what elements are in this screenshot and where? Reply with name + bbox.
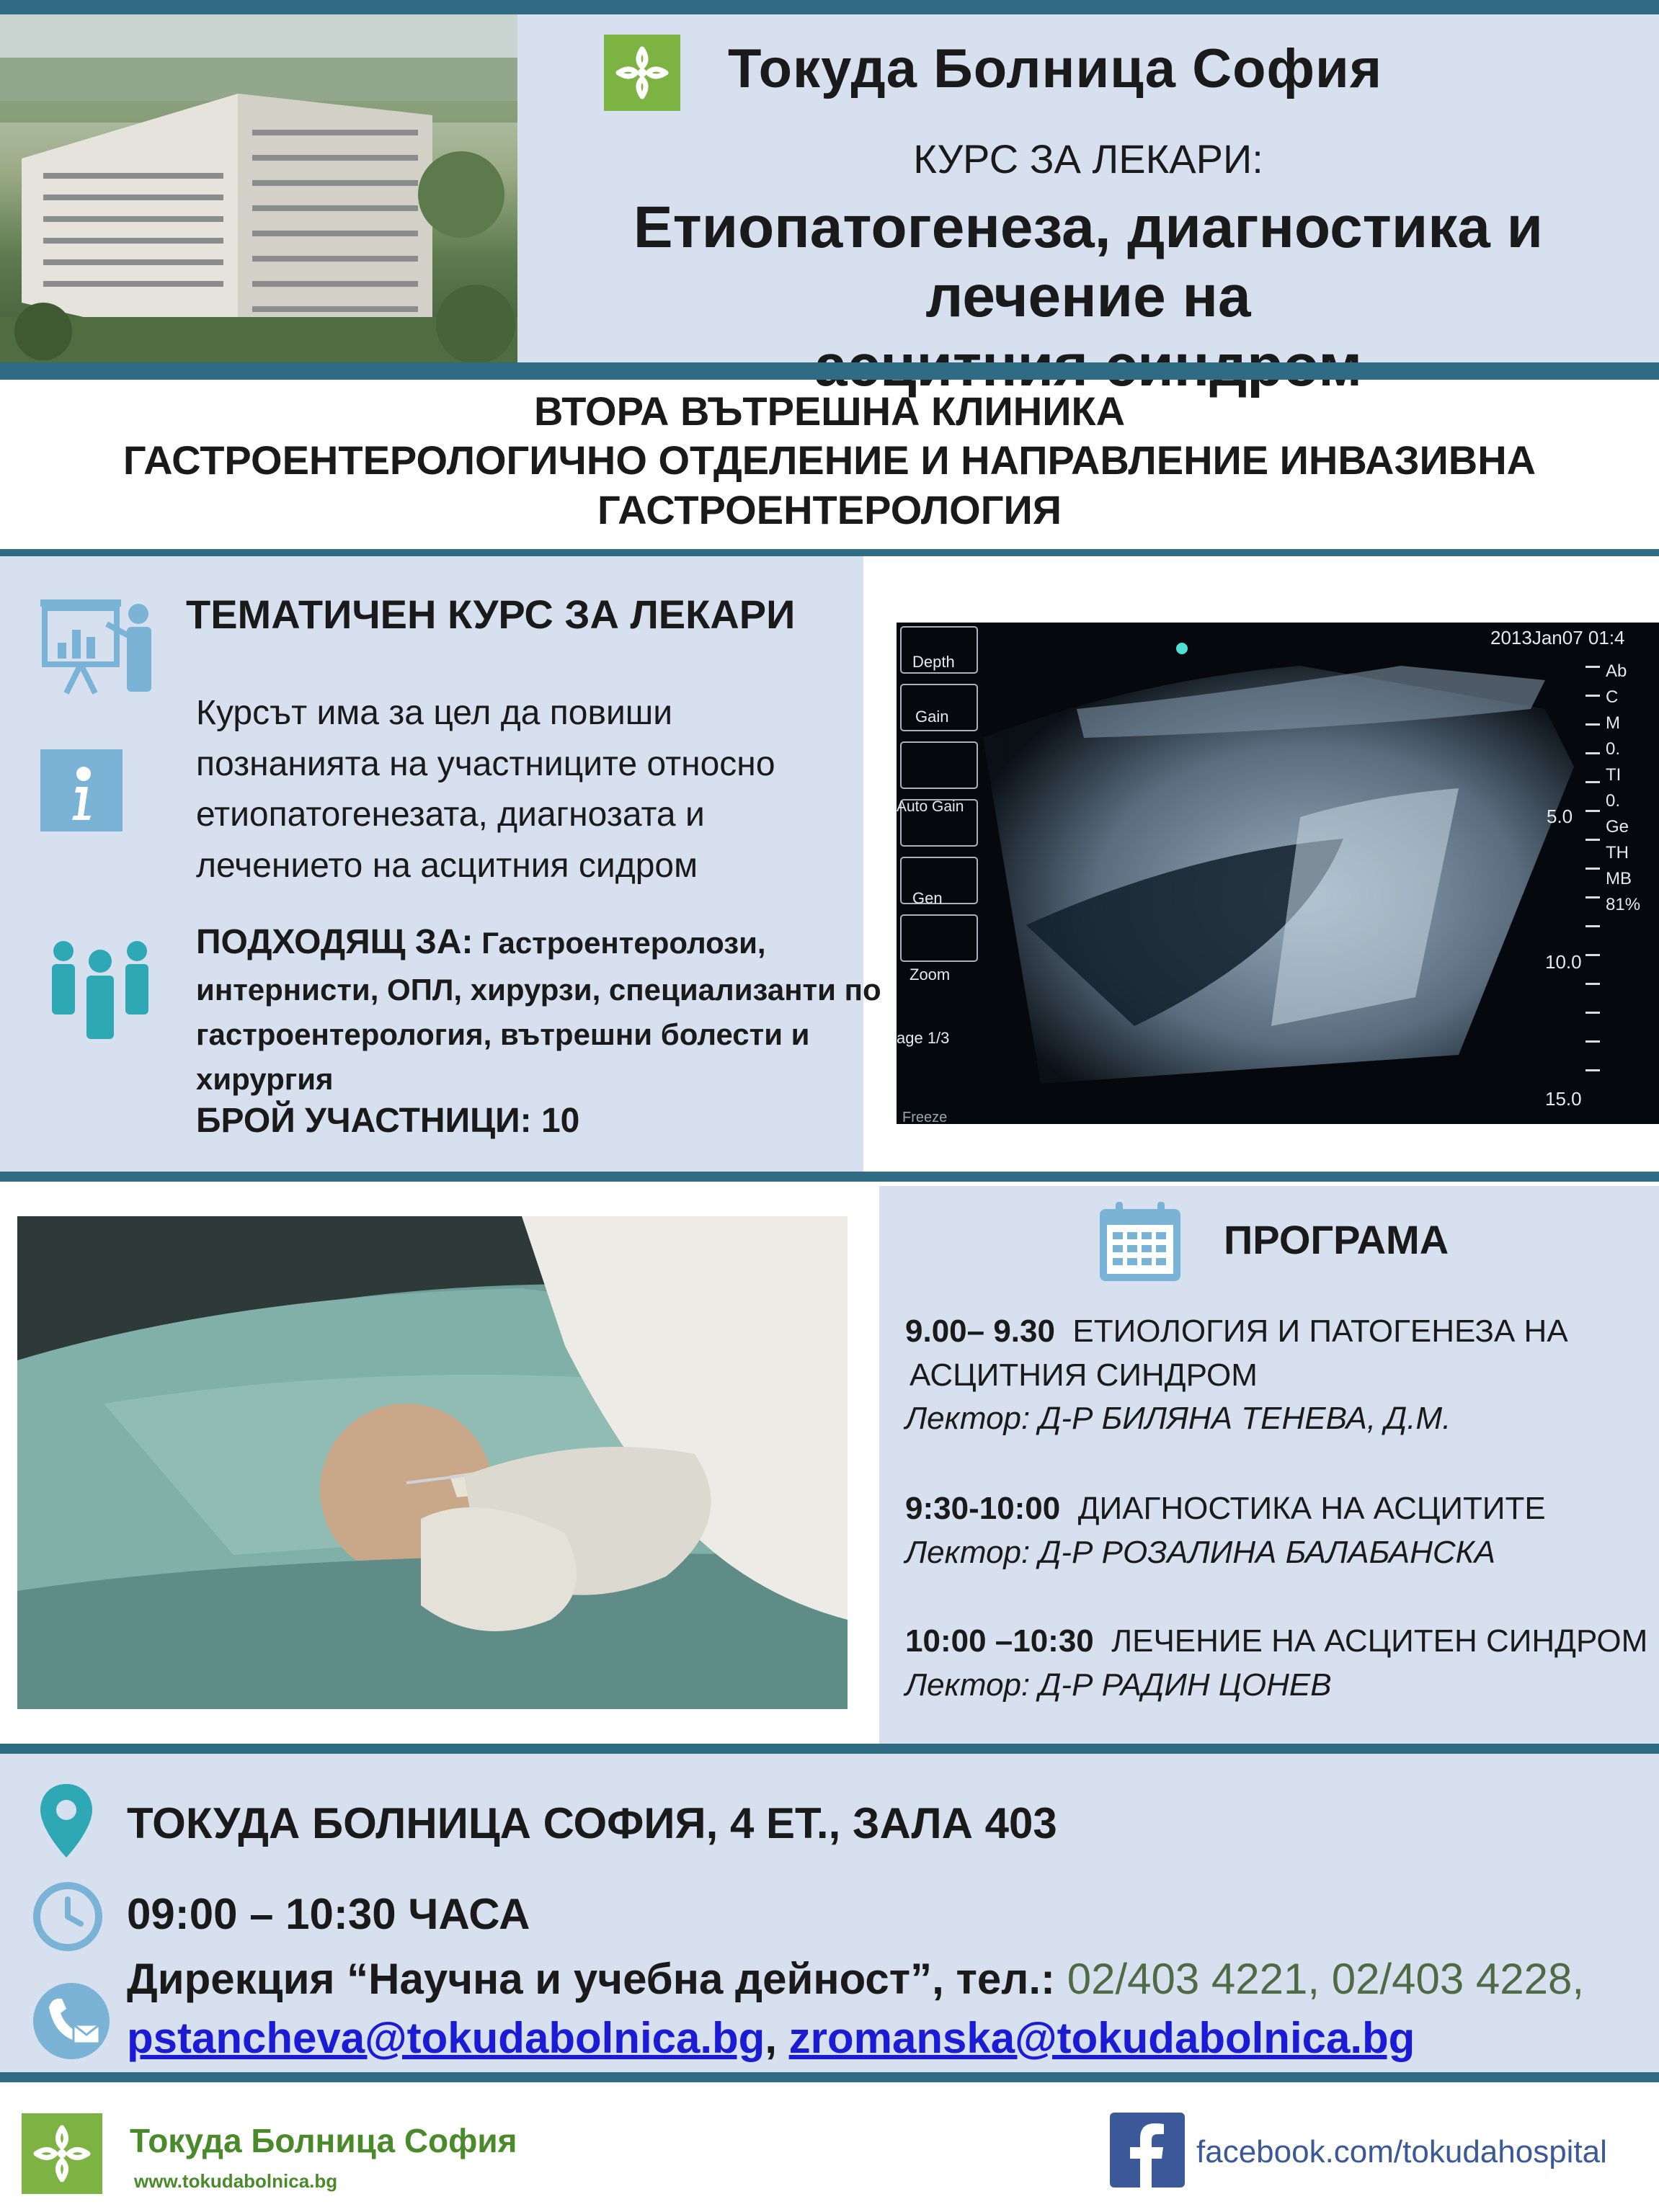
us-scale-5: 5.0 xyxy=(1547,806,1573,827)
program-time: 9:30-10:00 xyxy=(905,1491,1061,1526)
email-separator: , xyxy=(765,2014,777,2062)
program-topic-cont: АСЦИТНИЯ СИНДРОМ xyxy=(909,1357,1258,1393)
paracentesis-procedure-photo xyxy=(17,1216,848,1709)
us-readout xyxy=(1606,659,1640,918)
contact-line xyxy=(127,1954,1584,2004)
location-pin-icon xyxy=(37,1781,95,1860)
audience-line: хирургия xyxy=(196,1062,334,1097)
course-kind-label: КУРС ЗА ЛЕКАРИ: xyxy=(913,136,1263,182)
us-readout-item: C xyxy=(1606,687,1619,707)
footer-divider xyxy=(0,2072,1659,2082)
us-menu-gain: Gain xyxy=(915,708,949,726)
footer-url-link[interactable]: www.tokudabolnica.bg xyxy=(134,2170,338,2192)
clinic-line-1: ВТОРА ВЪТРЕШНА КЛИНИКА xyxy=(533,388,1126,434)
us-timestamp: 2013Jan07 01:4 xyxy=(1490,627,1625,648)
program-divider xyxy=(0,1744,1659,1754)
us-readout-item: TH xyxy=(1606,843,1629,862)
audience-block xyxy=(196,917,881,1102)
program-lecturer: Лектор: Д-Р БИЛЯНА ТЕНЕВА, Д.М. xyxy=(905,1401,1451,1437)
us-scale-15: 15.0 xyxy=(1545,1088,1582,1110)
brand-name: Токуда Болница София xyxy=(728,38,1383,99)
course-description xyxy=(196,688,775,891)
us-menu-auto-gain: Auto Gain xyxy=(897,798,964,815)
program-heading: ПРОГРАМА xyxy=(1224,1217,1449,1262)
clock-icon xyxy=(33,1882,102,1951)
middle-divider xyxy=(0,1172,1659,1182)
footer-logo-icon xyxy=(22,2113,102,2194)
description-line: познанията на участниците относно xyxy=(196,744,775,783)
audience-line-1 xyxy=(196,917,881,968)
us-readout-item: TI xyxy=(1606,765,1622,785)
us-readout-item: MB xyxy=(1606,869,1632,888)
hospital-building-photo xyxy=(0,14,517,362)
us-scale-10: 10.0 xyxy=(1545,951,1582,973)
course-heading: ТЕМАТИЧЕН КУРС ЗА ЛЕКАРИ xyxy=(186,592,796,637)
us-menu-page: age 1/3 xyxy=(897,1029,950,1047)
footer-brand-name: Токуда Болница София xyxy=(130,2122,517,2159)
us-menu-zoom: Zoom xyxy=(909,965,951,984)
us-readout-item: 0. xyxy=(1606,739,1621,759)
program-topic: ЕТИОЛОГИЯ И ПАТОГЕНЕЗА НА xyxy=(1072,1314,1568,1349)
hospital-logo-icon xyxy=(604,35,680,111)
program-item-3 xyxy=(905,1620,1647,1707)
audience-line: интернисти, ОПЛ, хирурзи, специализанти по xyxy=(196,973,881,1007)
us-menu-depth: Depth xyxy=(912,653,955,671)
program-lecturer: Лектор: Д-Р РОЗАЛИНА БАЛАБАНСКА xyxy=(905,1534,1495,1570)
audience-label: ПОДХОДЯЩ ЗА: xyxy=(196,923,473,961)
event-time: 09:00 – 10:30 ЧАСА xyxy=(127,1890,530,1938)
program-item-3-line xyxy=(905,1620,1647,1664)
header-divider xyxy=(0,362,1659,380)
contact-emails xyxy=(127,2013,1415,2063)
event-location: ТОКУДА БОЛНИЦА СОФИЯ, 4 ЕТ., ЗАЛА 403 xyxy=(127,1799,1057,1847)
audience-line: гастроентерология, вътрешни болести и xyxy=(196,1017,810,1052)
clinic-divider xyxy=(0,549,1659,556)
us-menu-freeze: Freeze xyxy=(902,1110,948,1124)
clinic-line-3: ГАСТРОЕНТЕРОЛОГИЯ xyxy=(597,486,1062,532)
program-item-1 xyxy=(905,1310,1568,1441)
program-item-2 xyxy=(905,1487,1546,1574)
description-line: лечението на асцитния сидром xyxy=(196,846,698,885)
contact-label: Дирекция “Научна и учебна дейност”, тел.: xyxy=(127,1955,1056,2003)
program-item-2-line xyxy=(905,1487,1546,1531)
ultrasound-image xyxy=(897,623,1659,1124)
audience-text: Гастроентеролози, xyxy=(481,926,766,960)
email-link-2[interactable]: zromanska@tokudabolnica.bg xyxy=(788,2014,1415,2062)
presentation-icon xyxy=(37,592,160,700)
clinic-block xyxy=(0,387,1659,535)
us-readout-item: Ab xyxy=(1606,661,1627,681)
top-accent-band xyxy=(0,0,1659,14)
us-readout-item: 81% xyxy=(1606,895,1641,914)
us-readout-item: M xyxy=(1606,713,1620,733)
info-icon xyxy=(40,749,123,831)
program-lecturer: Лектор: Д-Р РАДИН ЦОНЕВ xyxy=(905,1667,1332,1703)
facebook-link[interactable]: facebook.com/tokudahospital xyxy=(1196,2134,1607,2169)
email-link-1[interactable]: pstancheva@tokudabolnica.bg xyxy=(127,2014,765,2062)
us-readout-item: Ge xyxy=(1606,817,1629,837)
clinic-line-2: ГАСТРОЕНТЕРОЛОГИЧНО ОТДЕЛЕНИЕ И НАПРАВЛЕНИЕ ИНВАЗИВНА xyxy=(123,437,1536,483)
program-topic: ДИАГНОСТИКА НА АСЦИТИТЕ xyxy=(1077,1491,1546,1526)
course-title-line-1: Етиопатогенеза, диагностика и лечение на xyxy=(633,195,1544,329)
contact-phones: 02/403 4221, 02/403 4228, xyxy=(1067,1955,1585,2003)
program-time: 10:00 –10:30 xyxy=(905,1623,1094,1659)
program-item-1-line xyxy=(905,1310,1568,1354)
program-topic: ЛЕЧЕНИЕ НА АСЦИТЕН СИНДРОМ xyxy=(1111,1623,1648,1659)
calendar-icon xyxy=(1097,1199,1183,1285)
us-readout-item: 0. xyxy=(1606,791,1621,811)
program-time: 9.00– 9.30 xyxy=(905,1314,1055,1349)
facebook-icon[interactable] xyxy=(1110,2113,1185,2188)
phone-mail-icon xyxy=(33,1983,110,2059)
people-group-icon xyxy=(46,937,154,1045)
description-line: етиопатогенезата, диагнозата и xyxy=(196,795,705,834)
description-line: Курсът има за цел да повиши xyxy=(196,694,673,732)
us-menu-gen: Gen xyxy=(912,889,943,907)
participants-count: БРОЙ УЧАСТНИЦИ: 10 xyxy=(196,1102,580,1140)
